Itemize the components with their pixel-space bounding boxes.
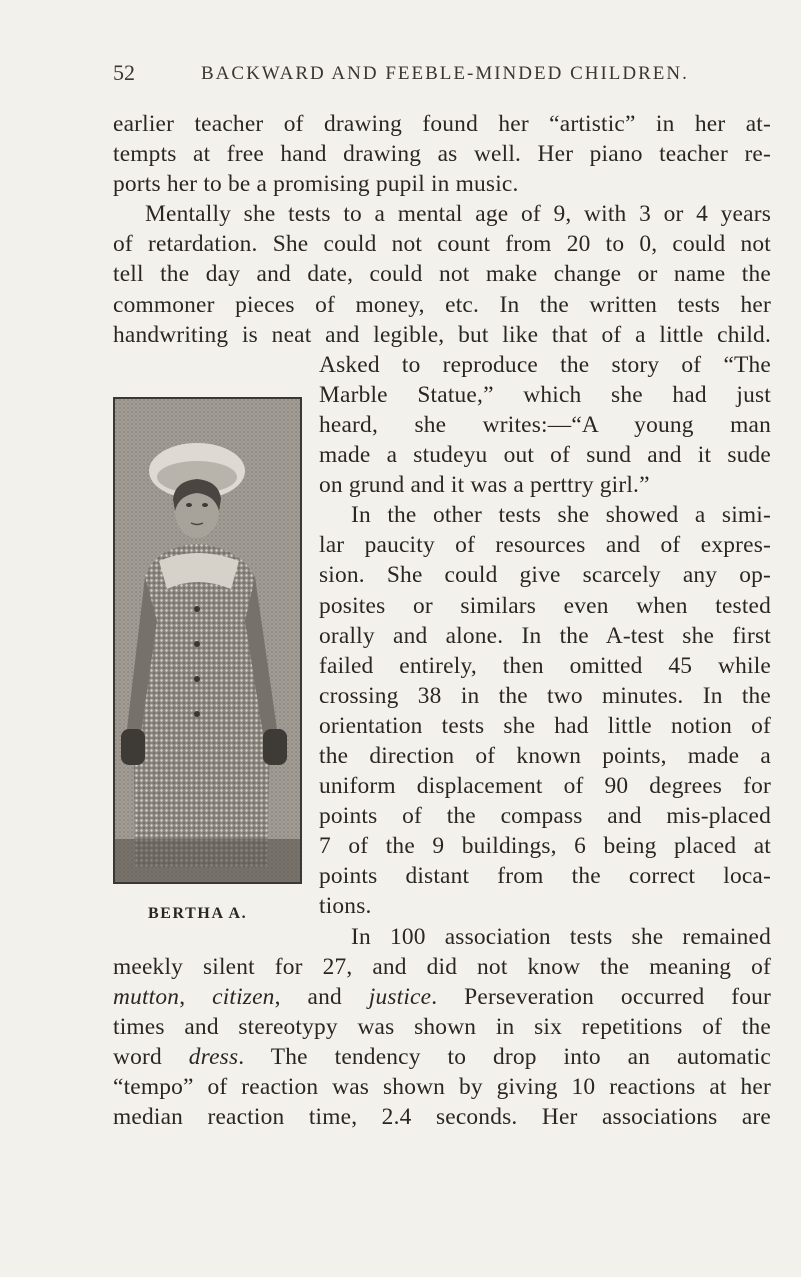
wrapped-text-block [319,350,771,952]
running-head: BACKWARD AND FEEBLE-MINDED CHILDREN. [201,63,689,84]
italic-word: dress [188,1043,239,1070]
text-line: Marble Statue,” which she had just [319,381,771,408]
figure-caption: BERTHA A. [148,905,248,922]
text-line: times and stereotypy was shown in six repetitions of the [113,1013,771,1040]
text-line: median reaction time, 2.4 seconds. Her associations are [113,1104,771,1131]
text-line: failed entirely, then omitted 45 while [319,652,771,679]
text-line: uniform displacement of 90 degrees for [319,773,771,800]
page-number: 52 [113,60,135,85]
text-line: Mentally she tests to a mental age of 9, with 3 or 4 years [145,201,771,228]
text-line: In the other tests she showed a simi- [351,502,771,529]
text-fragment: . Perseveration occurred four [431,983,771,1010]
italic-word: mutton [113,983,180,1010]
text-fragment: word [113,1043,189,1070]
italic-word: citizen [212,983,275,1010]
text-line [113,982,771,1012]
text-line: handwriting is neat and legible, but like that of a little child. [113,321,771,348]
text-line: tions. [319,893,372,920]
text-line: Asked to reproduce the story of “The [319,351,771,378]
text-line: In 100 association tests she remained [351,923,771,950]
text-line: orientation tests she had little notion of [319,712,771,739]
text-line: tempts at free hand drawing as well. Her piano teacher re- [113,141,771,168]
page-header [113,60,733,90]
text-line: of retardation. She could not count from 20 to 0, could not [113,231,771,258]
text-fragment: , [179,983,213,1010]
text-line: points distant from the correct loca- [319,863,771,890]
text-line: lar paucity of resources and of expres- [319,532,771,559]
text-fragment: , and [274,983,369,1010]
text-line: orally and alone. In the A-test she first [319,622,771,649]
text-line: “tempo” of reaction was shown by giving 10 reactions at her [113,1074,771,1100]
text-line: crossing 38 in the two minutes. In the [319,682,771,709]
text-line: posites or similars even when tested [319,592,771,619]
text-line: tell the day and date, could not make change or name the [113,261,771,288]
text-fragment: . The tendency to drop into an automatic [238,1043,771,1070]
text-line: earlier teacher of drawing found her “artistic” in her at- [113,111,771,137]
italic-word: justice [368,983,432,1010]
text-line: 7 of the 9 buildings, 6 being placed at [319,833,771,860]
text-line [113,1042,771,1072]
text-line: the direction of known points, made a [319,742,771,769]
body-text [113,109,771,1132]
text-line: ports her to be a promising pupil in music. [113,171,519,198]
text-line: points of the compass and mis-placed [319,803,771,830]
text-line: meekly silent for 27, and did not know the meaning of [113,953,771,980]
text-line: on grund and it was a perttry girl.” [319,472,650,499]
text-line: sion. She could give scarcely any op- [319,562,771,589]
text-line: heard, she writes:—“A young man [319,411,771,438]
text-line: commoner pieces of money, etc. In the written tests her [113,291,771,318]
text-line: made a studeyu out of sund and it sude [319,442,771,469]
